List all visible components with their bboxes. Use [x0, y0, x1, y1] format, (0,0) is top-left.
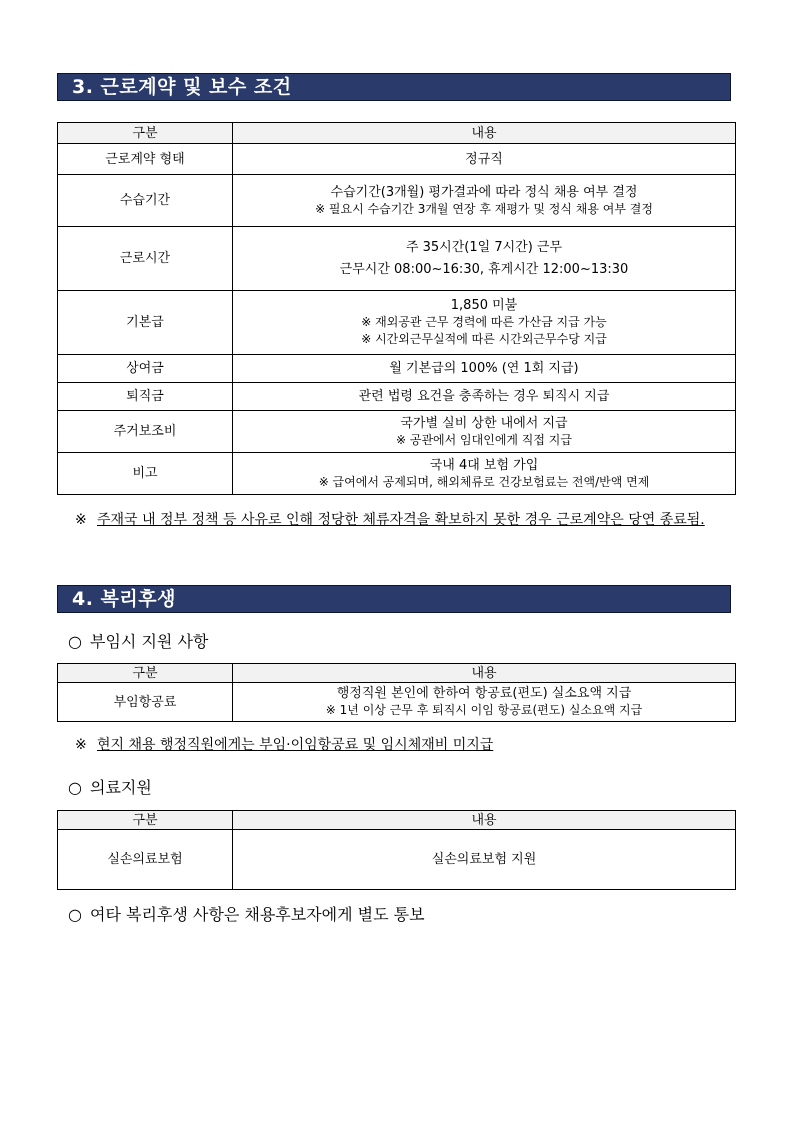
table-row [58, 683, 736, 722]
row-label: 기본급 [58, 291, 233, 355]
item-text: 의료지원 [90, 778, 152, 797]
row-label: 상여금 [58, 355, 233, 383]
row-label: 주거보조비 [58, 411, 233, 453]
table-row [58, 411, 736, 453]
row-label: 비고 [58, 453, 233, 495]
list-item [68, 905, 425, 925]
local-hire-note [75, 733, 740, 757]
row-label: 근로계약 형태 [58, 144, 233, 175]
table-row [58, 830, 736, 890]
row-content: 주 35시간(1일 7시간) 근무 근무시간 08:00~16:30, 휴게시간 12:00~13:30 [233, 227, 736, 291]
table-row [58, 383, 736, 411]
note-text: 주재국 내 정부 정책 등 사유로 인해 정당한 체류자격을 확보하지 못한 경우 근로계약은 당연 종료됨. [97, 512, 705, 528]
item-text: 부임시 지원 사항 [90, 632, 209, 651]
note-text: 현지 채용 행정직원에게는 부임·이임항공료 및 임시체재비 미지급 [97, 737, 494, 753]
table-header-row [58, 664, 736, 683]
header-content: 내용 [233, 123, 736, 144]
reference-mark: ※ [75, 737, 87, 753]
circle-bullet-icon: ○ [68, 632, 82, 651]
table-row [58, 227, 736, 291]
row-content: 월 기본급의 100% (연 1회 지급) [233, 355, 736, 383]
header-content: 내용 [233, 811, 736, 830]
circle-bullet-icon: ○ [68, 905, 82, 924]
employment-terms-table [57, 122, 736, 495]
table-row [58, 355, 736, 383]
row-label: 부임항공료 [58, 683, 233, 722]
header-category: 구분 [58, 123, 233, 144]
row-content: 관련 법령 요건을 충족하는 경우 퇴직시 지급 [233, 383, 736, 411]
circle-bullet-icon: ○ [68, 778, 82, 797]
section-4-title: 4. 복리후생 [57, 585, 731, 613]
row-label: 근로시간 [58, 227, 233, 291]
list-item [68, 778, 152, 798]
medical-support-table [57, 810, 736, 890]
row-label: 실손의료보험 [58, 830, 233, 890]
table-row [58, 175, 736, 227]
row-label: 수습기간 [58, 175, 233, 227]
list-item [68, 632, 208, 652]
row-content: 수습기간(3개월) 평가결과에 따라 정식 채용 여부 결정 ※ 필요시 수습기간 3개월 연장 후 재평가 및 정식 채용 여부 결정 [233, 175, 736, 227]
row-content: 국내 4대 보험 가입 ※ 급여에서 공제되며, 해외체류로 건강보험료는 전액/반액 면제 [233, 453, 736, 495]
row-content: 실손의료보험 지원 [233, 830, 736, 890]
table-row [58, 291, 736, 355]
table-header-row [58, 811, 736, 830]
row-content: 정규직 [233, 144, 736, 175]
relocation-support-table [57, 663, 736, 722]
row-content: 국가별 실비 상한 내에서 지급 ※ 공관에서 임대인에게 직접 지급 [233, 411, 736, 453]
row-content: 행정직원 본인에 한하여 항공료(편도) 실소요액 지급 ※ 1년 이상 근무 후 퇴직시 이임 항공료(편도) 실소요액 지급 [233, 683, 736, 722]
table-row [58, 453, 736, 495]
table-header-row [58, 123, 736, 144]
table-row [58, 144, 736, 175]
header-category: 구분 [58, 811, 233, 830]
header-category: 구분 [58, 664, 233, 683]
header-content: 내용 [233, 664, 736, 683]
contract-termination-note [75, 508, 740, 532]
row-label: 퇴직금 [58, 383, 233, 411]
row-content: 1,850 미불 ※ 재외공관 근무 경력에 따른 가산금 지급 가능 ※ 시간외근무실적에 따른 시간외근무수당 지급 [233, 291, 736, 355]
reference-mark: ※ [75, 512, 87, 528]
item-text: 여타 복리후생 사항은 채용후보자에게 별도 통보 [90, 905, 425, 924]
section-3-title: 3. 근로계약 및 보수 조건 [57, 73, 731, 101]
